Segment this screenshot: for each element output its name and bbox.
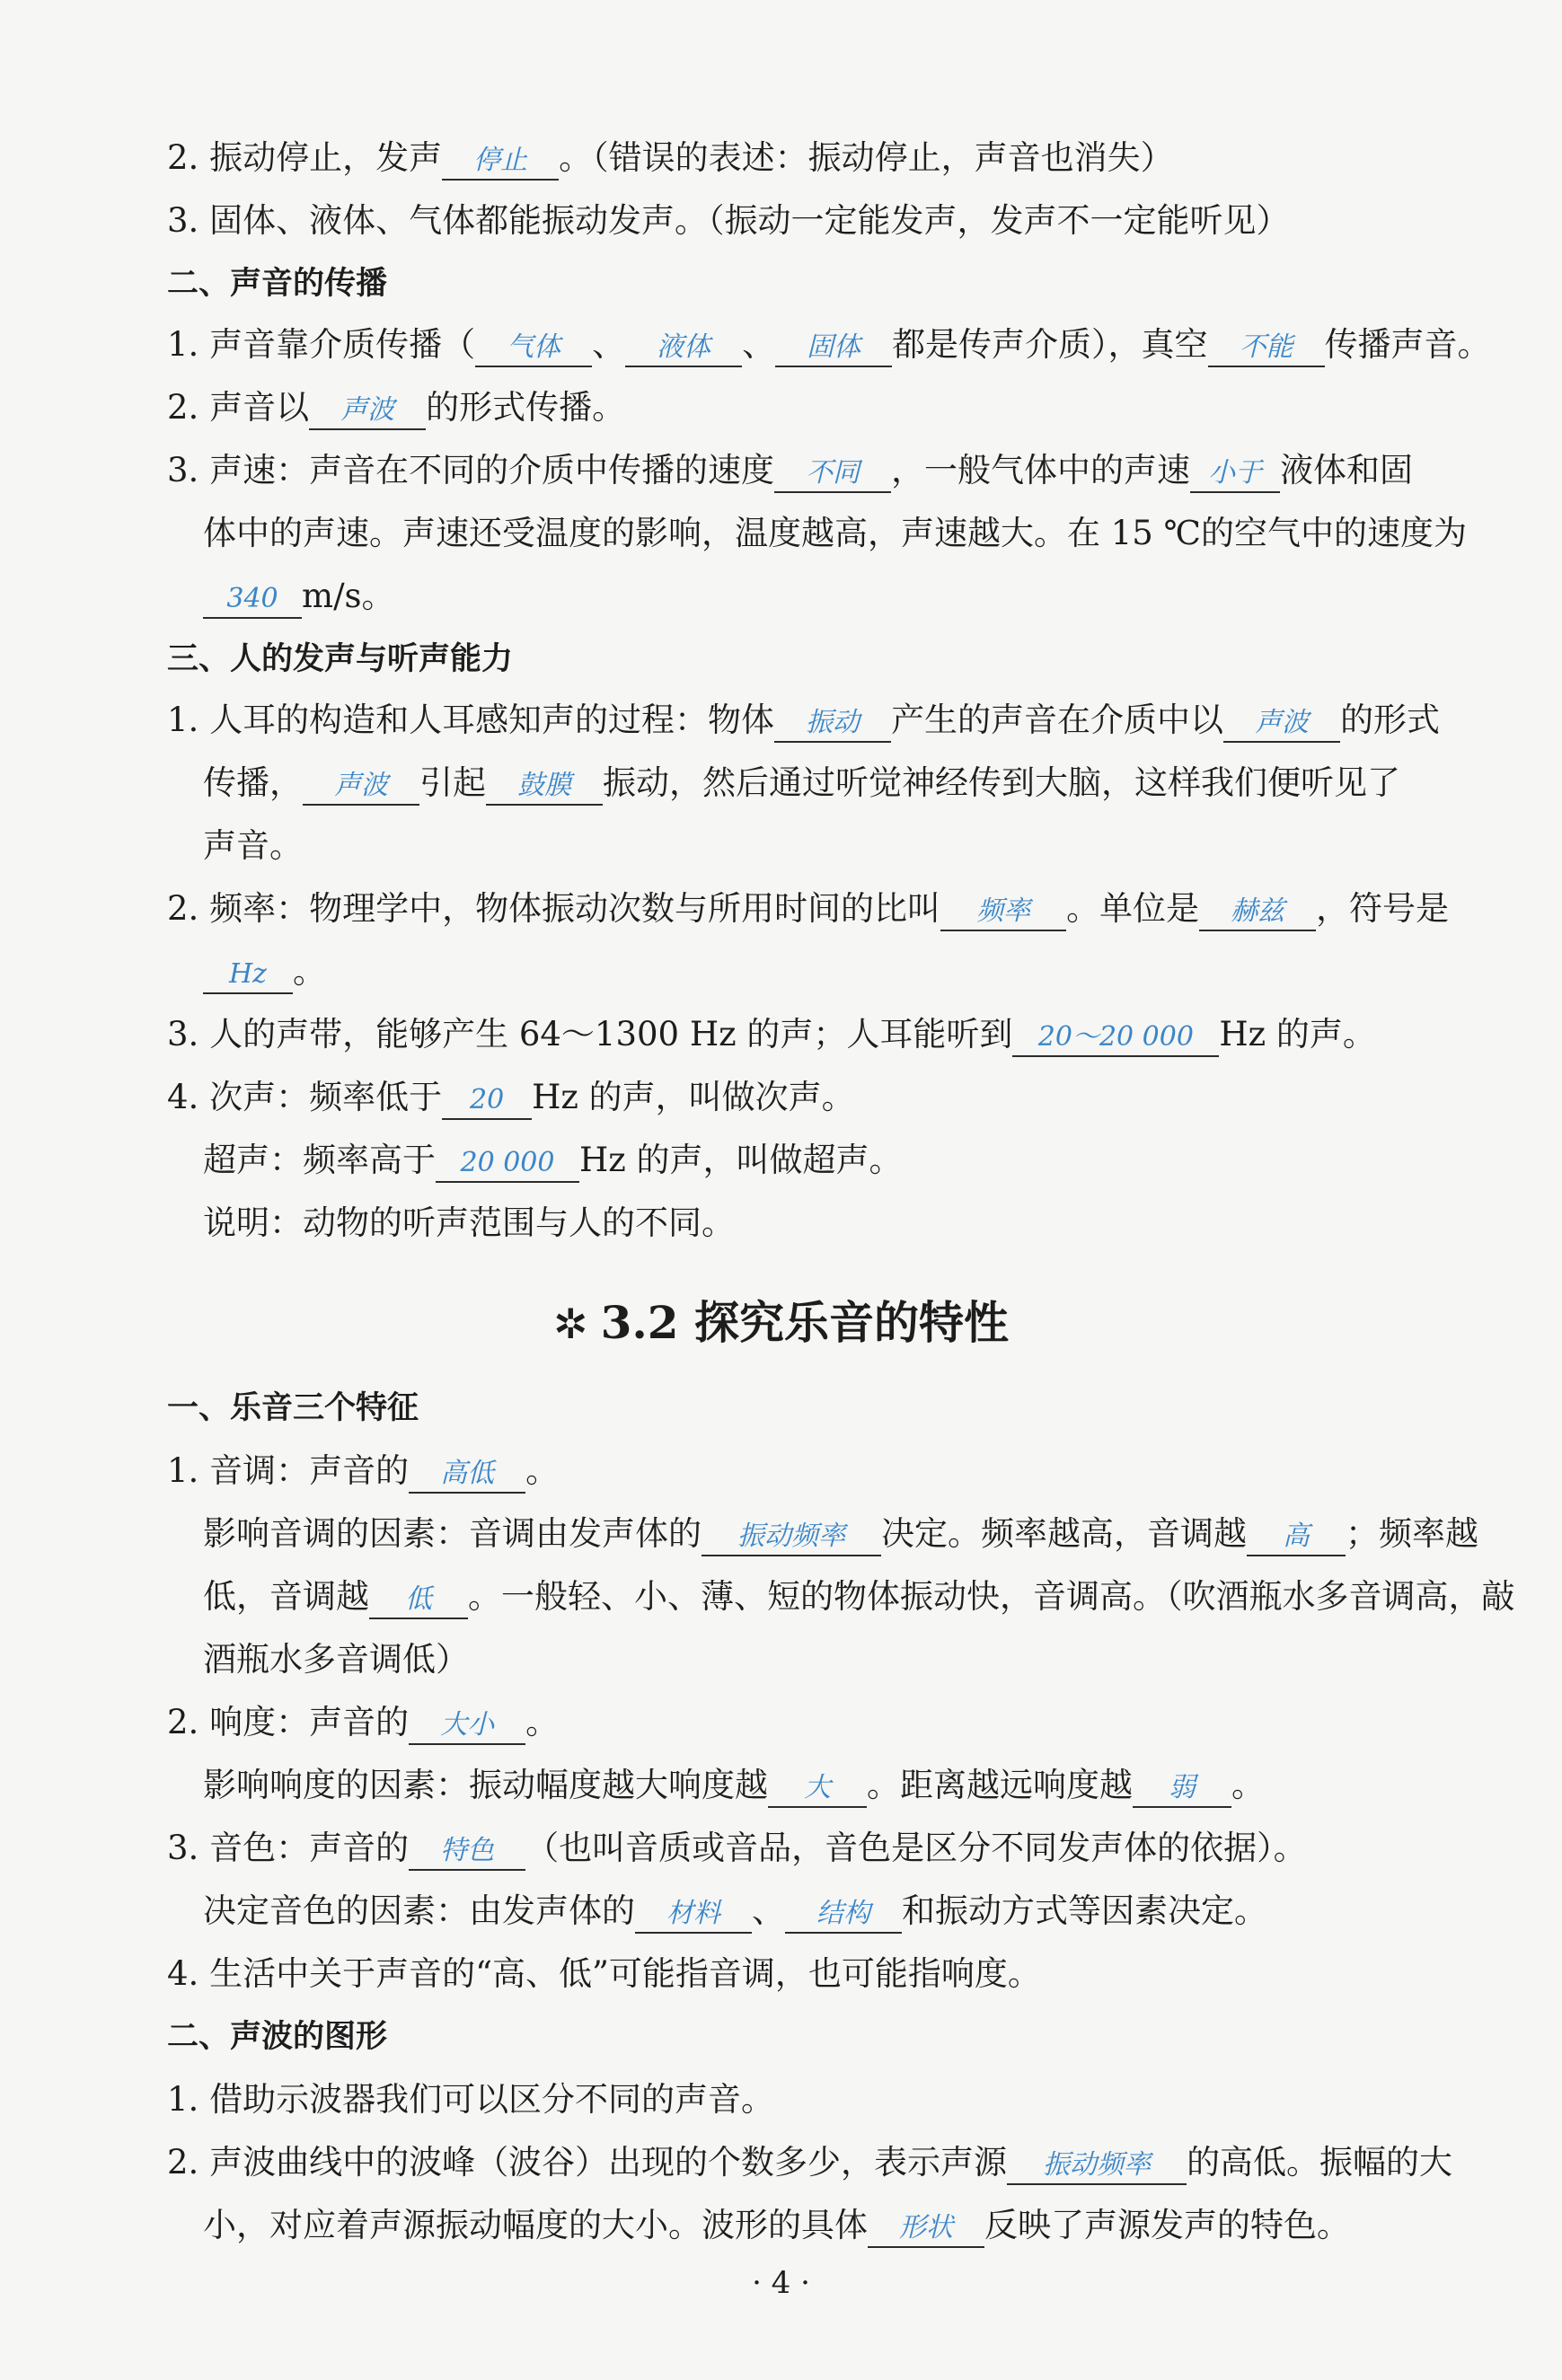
answer-blank: 不能 [1208,330,1325,367]
section-heading [0,2014,1562,2060]
answer-blank: Hz [203,956,293,994]
text-line [0,1888,1562,1935]
text-segment: 都是传声介质），真空 [892,325,1208,364]
text-line [0,322,1562,368]
section-title-text: 探究乐音的特性 [693,1296,1009,1349]
text-segment: 、 [742,325,776,364]
text-line [0,2202,1562,2249]
text-segment: 反映了声源发声的特色。 [984,2206,1350,2244]
answer-blank: 低 [369,1582,468,1619]
text-segment: 1. 借助示波器我们可以区分不同的声音。 [167,2080,775,2119]
text-line [0,510,1562,557]
text-segment: （也叫音质或音品，音色是区分不同发声体的依据）。 [525,1829,1307,1867]
text-segment: 1. 音调：声音的 [167,1451,410,1490]
answer-blank: 频率 [940,894,1066,931]
text-segment: 4. 次声：频率低于 [167,1078,443,1116]
section-number: 3.2 [600,1296,679,1349]
text-segment: 低，音调越 [203,1577,369,1616]
answer-blank: 鼓膜 [486,768,603,806]
section-heading [0,636,1562,683]
answer-blank: 小于 [1190,455,1280,493]
text-line [0,823,1562,869]
text-segment: 。 [293,952,326,991]
text-line [0,1636,1562,1683]
answer-blank: 声波 [309,392,426,430]
text-segment: 。距离越远响度越 [867,1766,1133,1804]
text-segment: 2. 振动停止，发声 [167,138,443,177]
text-line [0,948,1562,995]
text-segment: 2. 频率：物理学中，物体振动次数与所用时间的比叫 [167,889,941,928]
section-heading [0,1385,1562,1432]
text-segment: 2. 声波曲线中的波峰（波谷）出现的个数多少，表示声源 [167,2143,1008,2182]
page-number: · 4 · [752,2265,810,2301]
text-line [0,1011,1562,1058]
section-title [0,1291,1562,1355]
text-segment: 引起 [419,763,486,802]
answer-blank: 20 000 [436,1145,579,1183]
text-segment: 3. 音色：声音的 [167,1829,410,1867]
text-segment: 声音。 [203,826,303,865]
text-line [0,198,1562,244]
text-segment: 、 [752,1891,785,1930]
text-segment: Hz 的声，叫做次声。 [532,1078,855,1116]
text-line [0,2139,1562,2186]
text-line [0,447,1562,494]
text-segment: 产生的声音在介质中以 [891,701,1224,739]
text-segment: ，符号是 [1316,889,1450,928]
text-line [0,697,1562,744]
answer-blank: 液体 [625,330,742,367]
text-segment: 液体和固 [1280,451,1414,489]
text-segment: 1. 声音靠介质传播（ [167,325,476,364]
text-segment: 决定音色的因素：由发声体的 [203,1891,635,1930]
text-segment: 说明：动物的听声范围与人的不同。 [203,1203,735,1242]
text-segment: 。 [1231,1766,1265,1804]
answer-blank: 振动 [774,705,891,743]
text-segment: 。单位是 [1066,889,1200,928]
text-segment: 二、声音的传播 [167,266,388,302]
text-line [0,1573,1562,1620]
answer-blank: 停止 [442,143,559,181]
text-segment: 酒瓶水多音调低） [203,1640,469,1679]
section-heading [0,260,1562,307]
answer-blank: 声波 [1223,705,1340,743]
text-segment: m/s。 [302,577,395,615]
text-segment: 体中的声速。声速还受温度的影响，温度越高，声速越大。在 15 ℃的空气中的速度为 [203,514,1467,552]
text-segment: ，一般气体中的声速 [891,451,1191,489]
answer-blank: 振动频率 [702,1519,881,1556]
text-segment: 3. 声速：声音在不同的介质中传播的速度 [167,451,775,489]
text-segment: 的高低。振幅的大 [1187,2143,1453,2182]
text-segment: 。 [525,1451,560,1490]
text-segment: 振动，然后通过听觉神经传到大脑，这样我们便听见了 [603,763,1400,802]
text-segment: 影响音调的因素：音调由发声体的 [203,1514,702,1553]
answer-blank: 气体 [475,330,592,367]
text-line [0,135,1562,181]
text-line [0,573,1562,620]
answer-blank: 不同 [774,455,891,493]
text-segment: 。（错误的表述：振动停止，声音也消失） [559,138,1174,177]
text-segment: 传播， [203,763,303,802]
text-segment: 1. 人耳的构造和人耳感知声的过程：物体 [167,701,775,739]
text-line [0,384,1562,431]
text-segment: 。一般轻、小、薄、短的物体振动快，音调高。（吹酒瓶水多音调高，敲 [468,1577,1515,1616]
text-line [0,1200,1562,1247]
answer-blank: 结构 [785,1896,902,1934]
flower-icon: ✲ [553,1300,588,1348]
text-segment: 三、人的发声与听声能力 [167,641,514,677]
text-line [0,1137,1562,1184]
answer-blank: 振动频率 [1007,2147,1187,2185]
text-line [0,1762,1562,1809]
text-segment: 决定。频率越高，音调越 [881,1514,1247,1553]
answer-blank: 声波 [303,768,419,806]
text-line [0,886,1562,932]
answer-blank: 高低 [409,1456,525,1494]
text-segment: 超声：频率高于 [203,1141,436,1179]
text-segment: 4. 生活中关于声音的“高、低”可能指音调，也可能指响度。 [167,1954,1041,1993]
text-segment: 一、乐音三个特征 [167,1390,419,1426]
answer-blank: 固体 [775,330,892,367]
text-segment: 小，对应着声源振动幅度的大小。波形的具体 [203,2206,868,2244]
text-line [0,1074,1562,1121]
text-line [0,760,1562,807]
text-segment: 。 [525,1703,560,1741]
answer-blank: 材料 [635,1896,752,1934]
text-segment: ；频率越 [1346,1514,1478,1553]
text-segment: 2. 响度：声音的 [167,1703,410,1741]
answer-blank: 弱 [1133,1770,1231,1808]
text-segment: 的形式传播。 [426,388,626,427]
answer-blank: 赫兹 [1199,894,1316,931]
text-segment: 2. 声音以 [167,388,310,427]
answer-blank: 特色 [409,1833,525,1871]
text-segment: 二、声波的图形 [167,2019,388,2055]
text-segment: Hz 的声，叫做超声。 [579,1141,903,1179]
text-segment: 3. 固体、液体、气体都能振动发声。（振动一定能发声，发声不一定能听见） [167,201,1290,240]
text-segment: 、 [592,325,626,364]
text-segment: 和振动方式等因素决定。 [902,1891,1267,1930]
answer-blank: 大 [768,1770,867,1808]
answer-blank: 形状 [868,2210,984,2248]
text-line [0,2076,1562,2123]
text-segment: 3. 人的声带，能够产生 64～1300 Hz 的声；人耳能听到 [167,1015,1013,1053]
answer-blank: 340 [203,581,302,619]
text-line [0,1825,1562,1872]
answer-blank: 20～20 000 [1012,1019,1219,1057]
text-segment: 传播声音。 [1324,325,1491,364]
text-segment: 影响响度的因素：振动幅度越大响度越 [203,1766,768,1804]
text-segment: Hz 的声。 [1219,1015,1376,1053]
text-line [0,1448,1562,1494]
text-segment: 的形式 [1340,701,1441,739]
answer-blank: 大小 [409,1707,525,1745]
text-line [0,1511,1562,1557]
text-line [0,1699,1562,1746]
text-line [0,1951,1562,1997]
answer-blank: 高 [1247,1519,1346,1556]
answer-blank: 20 [442,1082,532,1120]
